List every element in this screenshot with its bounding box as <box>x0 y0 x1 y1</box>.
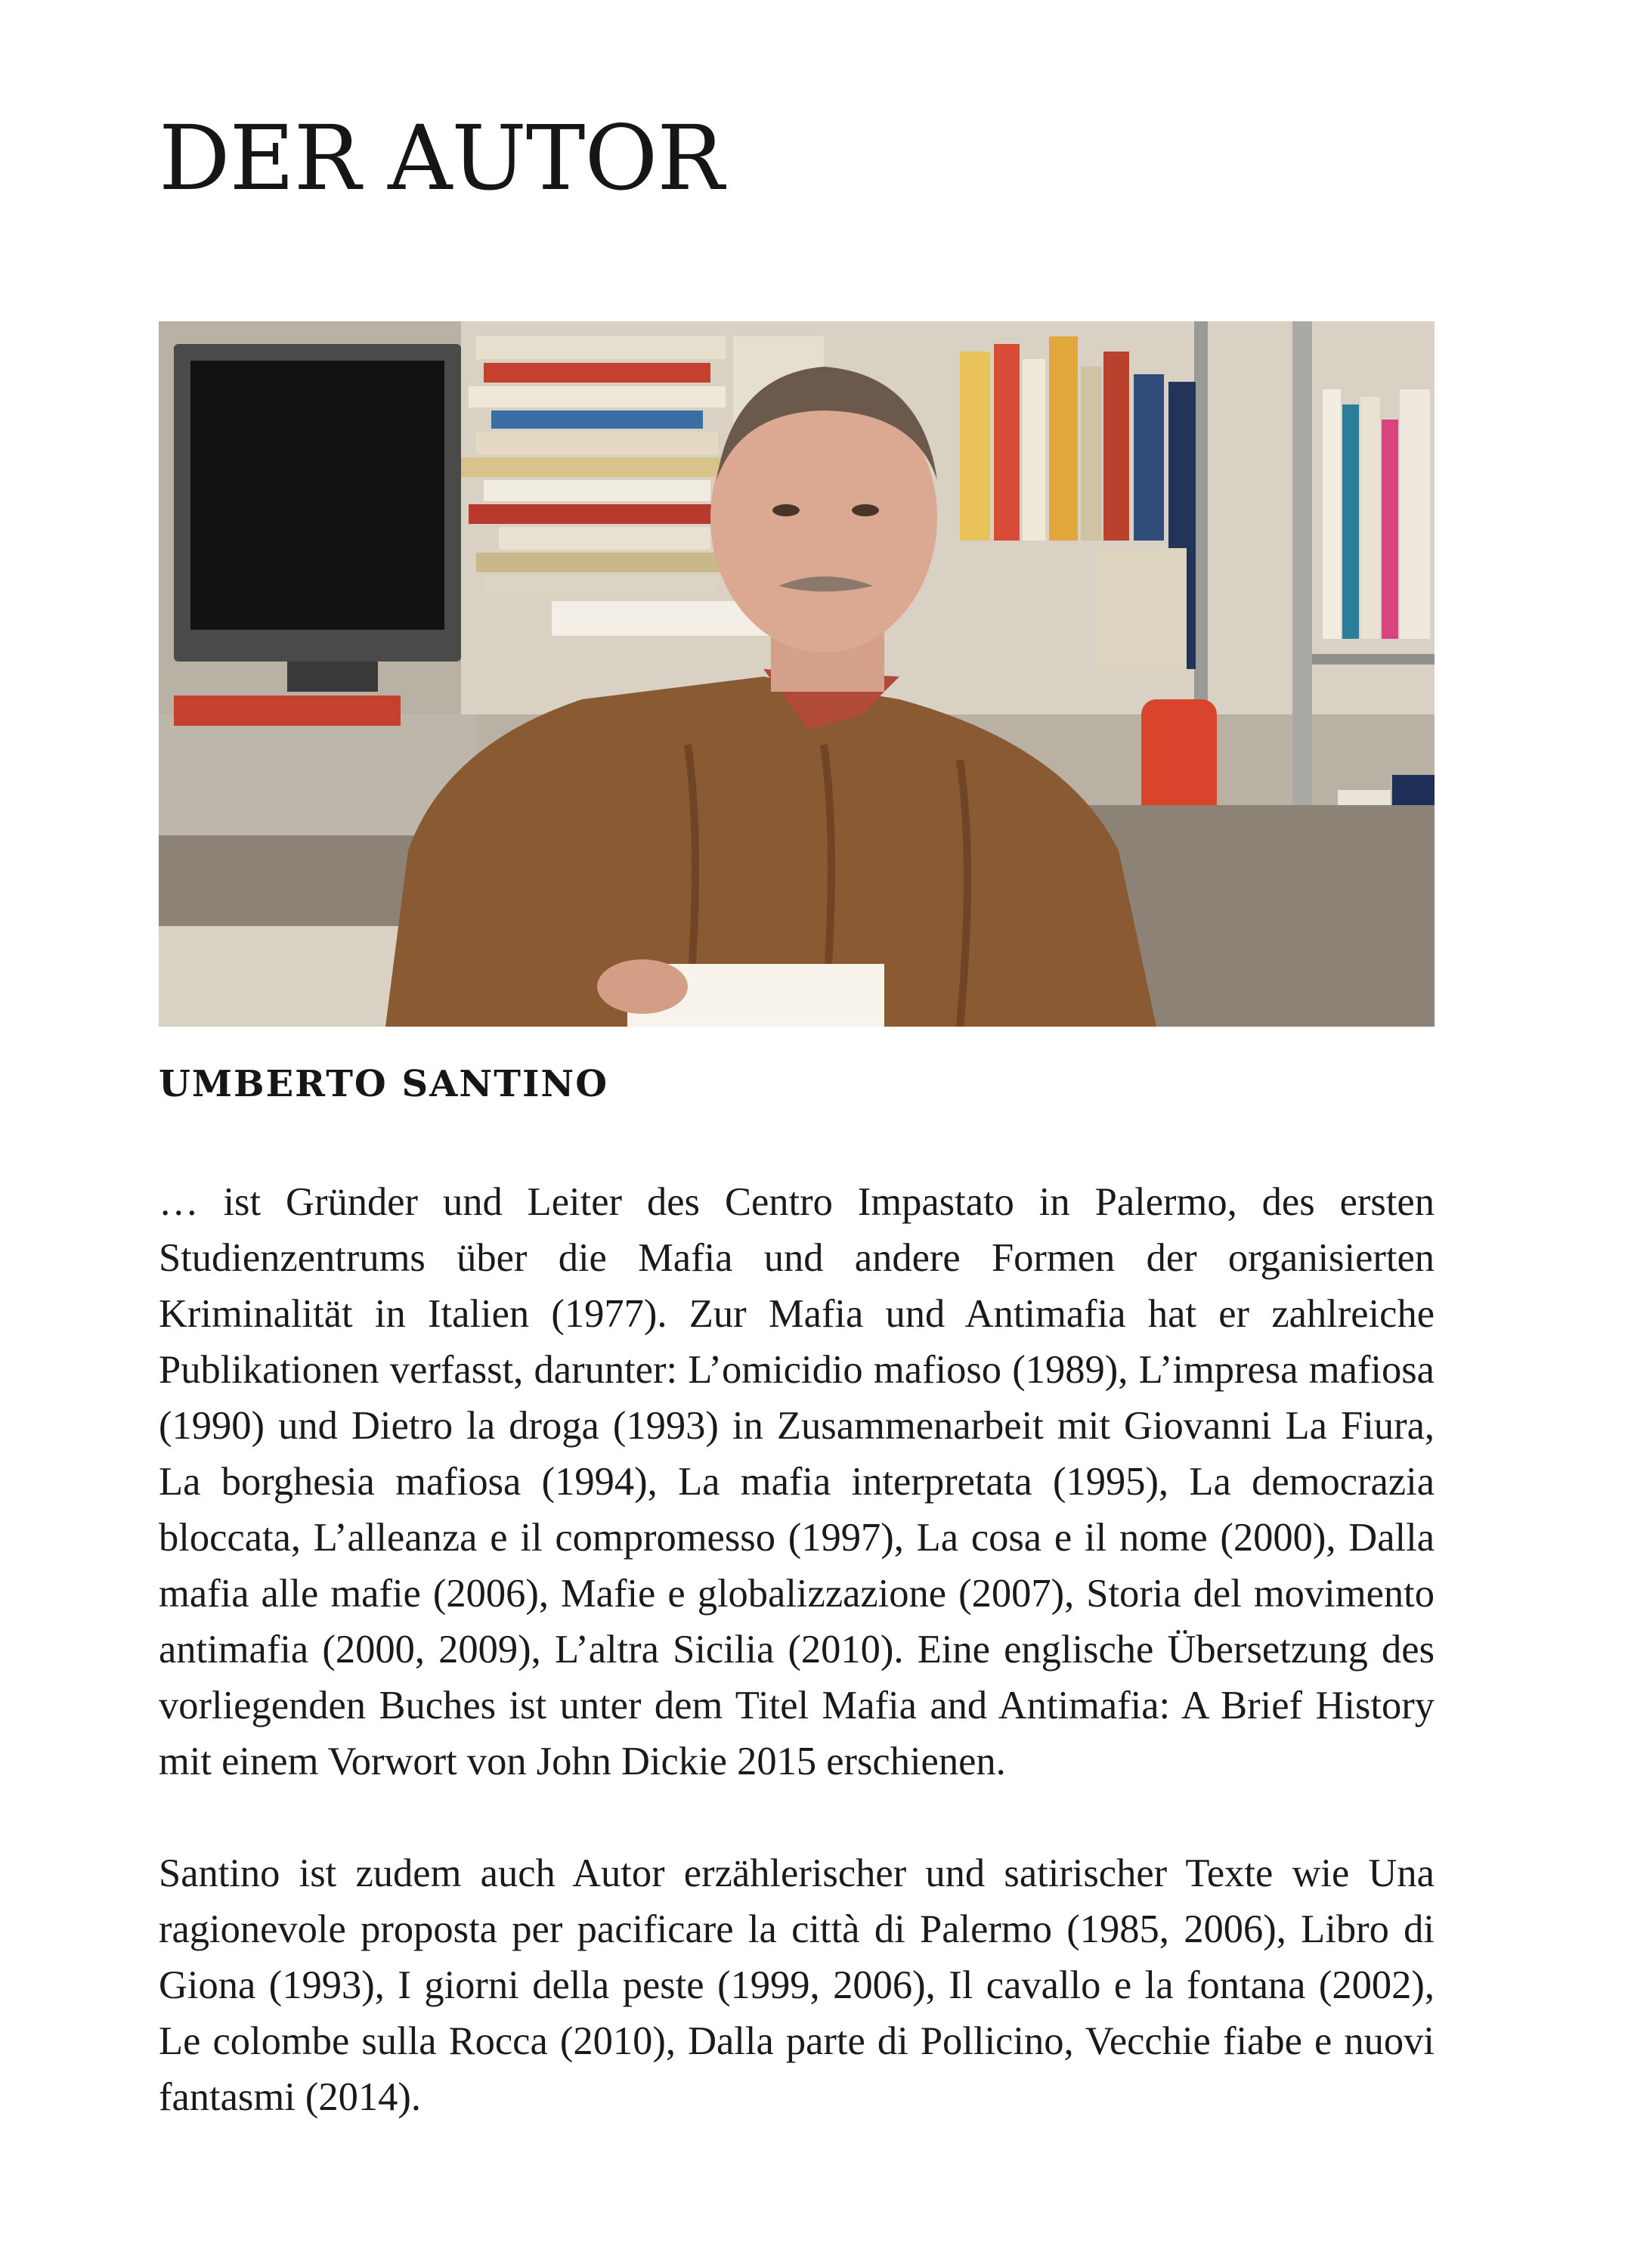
author-name: UMBERTO SANTINO <box>159 1063 609 1105</box>
page-title: DER AUTOR <box>159 106 724 210</box>
author-photo <box>159 321 1435 1027</box>
biography-paragraph: … ist Gründer und Leiter des Centro Impastato in Palermo, des ersten Studienzentrums über die Mafia und andere Formen der organisierten Kriminalität in Italien (1977). Zur Mafia und Antimafia hat er zahlreiche Publikationen verfasst, darunter: L’omicidio mafioso (1989), L’impresa mafiosa (1990) und Dietro la droga (1993) in Zusammenarbeit mit Giovanni La Fiura, La borghesia mafiosa (1994), La mafia interpretata (1995), La democrazia bloccata, L’alleanza e il compromesso (1997), La cosa e il nome (2000), Dalla mafia alle mafie (2006), Mafie e globalizzazione (2007), Storia del movimento antimafia (2000, 2009), L’altra Sicilia (2010). Eine englische Übersetzung des vorliegenden Buches ist unter dem Titel Mafia and Antimafia: A Brief History mit einem Vorwort von John Dickie 2015 erschienen. <box>159 1180 1435 1783</box>
works-paragraph: Santino ist zudem auch Autor erzählerischer und satirischer Texte wie Una ragionevole proposta per pacificare la città di Palermo (1985, 2006), Libro di Giona (1993), I giorni della peste (1999, 2006), Il cavallo e la fontana (2002), Le colombe sulla Rocca (2010), Dalla parte di Pollicino, Vecchie fiabe e nuovi fantasmi (2014). <box>159 1851 1435 2119</box>
author-photo-illustration <box>159 321 1435 1027</box>
